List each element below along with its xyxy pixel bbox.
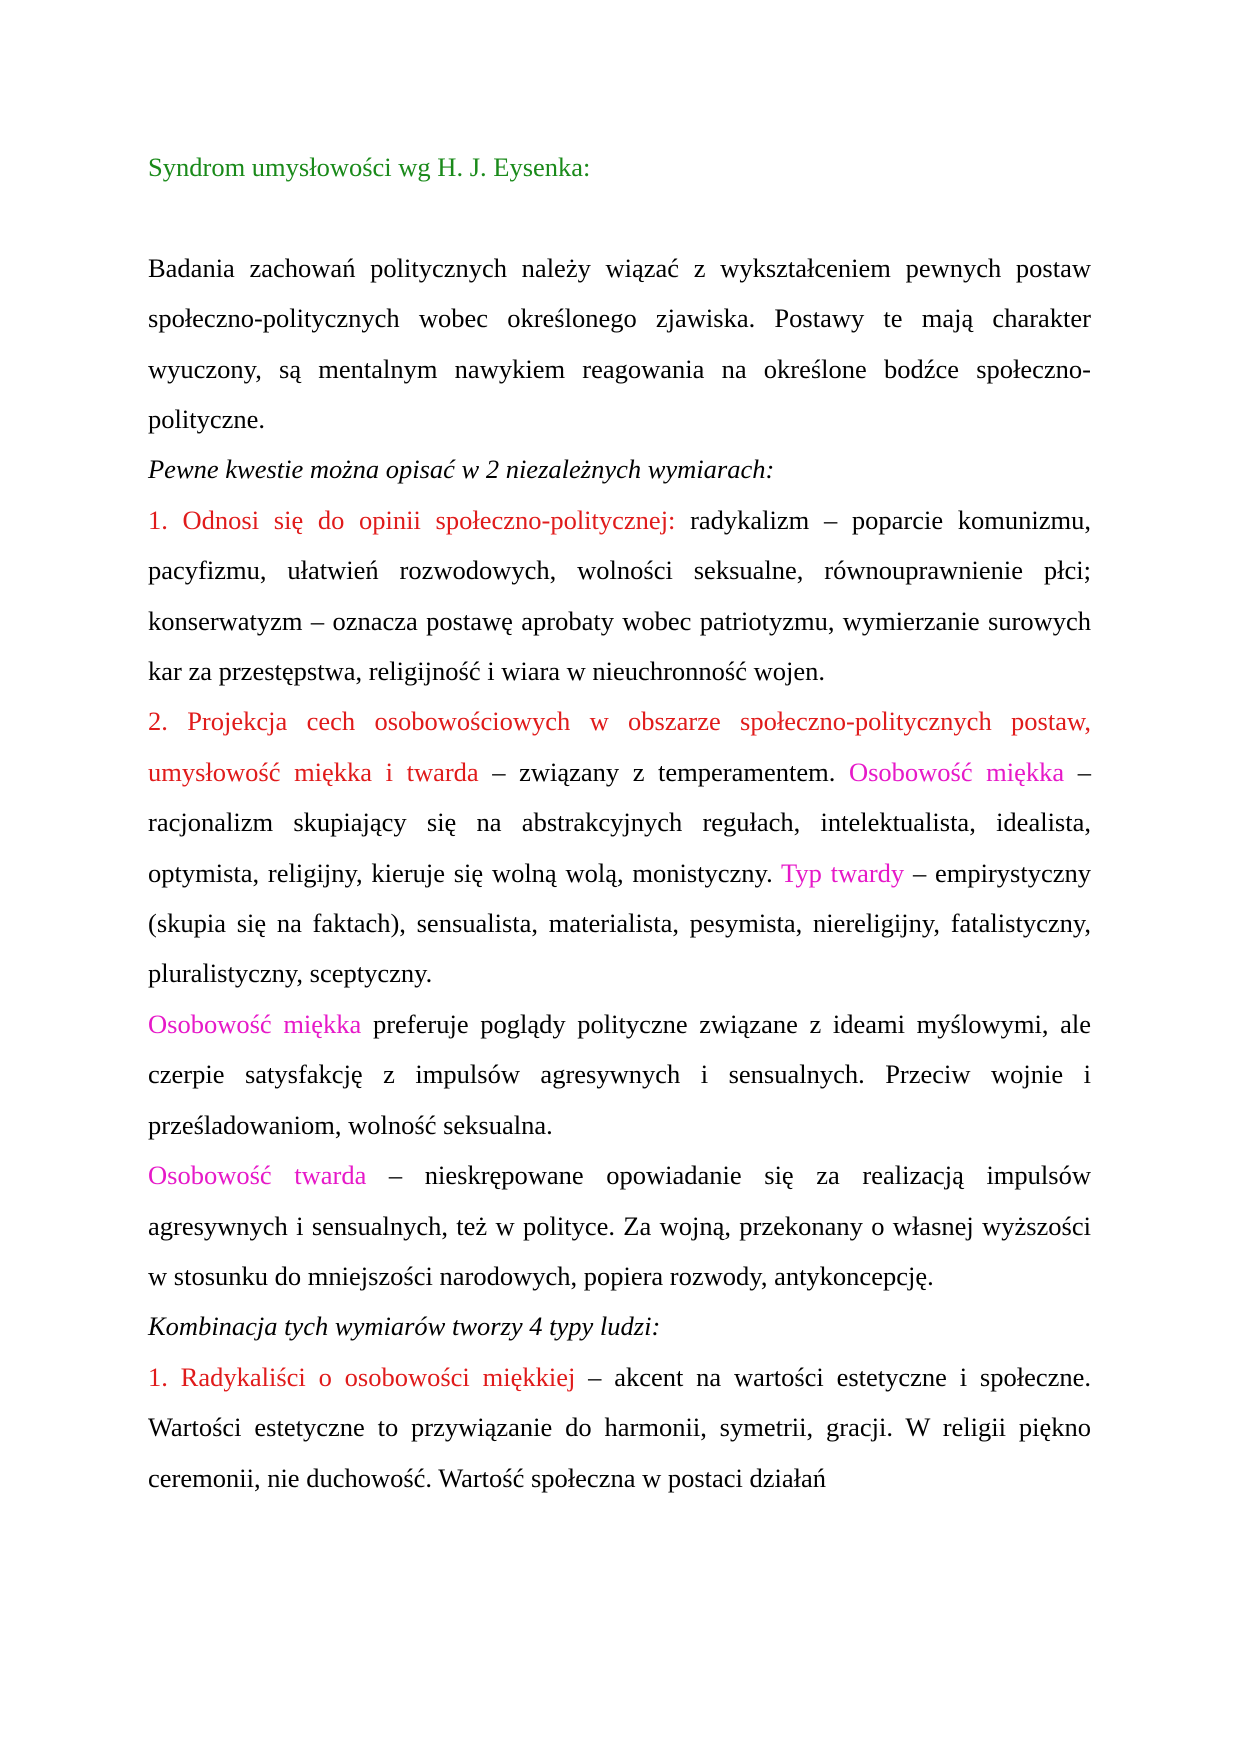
- dimension-item-1-text: radykalizm – poparcie komunizmu, pacyfizmu, ułatwień rozwodowych, wolności seksualne, równouprawnienie płci; konserwatyzm – oznacza postawę aprobaty wobec patriotyzmu, wymierzanie surowych kar za przestępstwa, religijność i wiara w nieuchronność wojen.: [148, 504, 1091, 687]
- intro-paragraph: Badania zachowań politycznych należy wiązać z wykształceniem pewnych postaw społeczno-politycznych wobec określonego zjawiska. Postawy te mają charakter wyuczony, są mentalnym nawykiem reagowania na określone bodźce społeczno-polityczne.: [148, 252, 1091, 435]
- dimension-item-2-text-3: – empirystyczny (skupia się na faktach), sensualista, materialista, pesymista, niereligijny, fatalistyczny, pluralistyczny, sceptyczny.: [148, 857, 1091, 989]
- dimension-item-2-text-2: – racjonalizm skupiający się na abstrakcyjnych regułach, intelektualista, idealista, optymista, religijny, kieruje się wolną wolą, monistyczny.: [148, 756, 1091, 888]
- dimension-item-2-label: 2. Projekcja cech osobowościowych w obszarze społeczno-politycznych postaw, umysłowość miękka i twarda: [148, 706, 1091, 787]
- document-title: Syndrom umysłowości wg H. J. Eysenka:: [148, 152, 591, 182]
- dimensions-heading: Pewne kwestie można opisać w 2 niezależnych wymiarach:: [148, 454, 775, 485]
- dimension-item-2-text-1: – związany z temperamentem.: [478, 756, 849, 787]
- hard-type-label: Typ twardy: [780, 857, 905, 888]
- dimension-item-1: [148, 495, 1091, 697]
- soft-personality-paragraph: [148, 999, 1091, 1150]
- document-body: [148, 142, 1091, 1503]
- type-item-1-text: – akcent na wartości estetyczne i społeczne. Wartości estetyczne to przywiązanie do harmonii, symetrii, gracji. W religii piękno ceremonii, nie duchowość. Wartość społeczna w postaci działań: [148, 1361, 1091, 1493]
- hard-personality-paragraph: [148, 1150, 1091, 1301]
- soft-paragraph-label: Osobowość miękka: [148, 1008, 362, 1039]
- type-item-1: [148, 1352, 1091, 1503]
- hard-paragraph-text: – nieskrępowane opowiadanie się za realizacją impulsów agresywnych i sensualnych, też w polityce. Za wojną, przekonany o własnej wyższości w stosunku do mniejszości narodowych, popiera rozwody, antykoncepcję.: [148, 1160, 1091, 1291]
- dimension-item-1-label: 1. Odnosi się do opinii społeczno-politycznej:: [148, 504, 676, 535]
- soft-personality-label: Osobowość miękka: [848, 756, 1065, 787]
- blank-line: [148, 192, 1091, 242]
- types-heading: Kombinacja tych wymiarów tworzy 4 typy ludzi:: [148, 1311, 661, 1342]
- hard-paragraph-label: Osobowość twarda: [148, 1160, 367, 1191]
- type-item-1-label: 1. Radykaliści o osobowości miękkiej: [148, 1361, 576, 1392]
- dimension-item-2: [148, 696, 1091, 998]
- soft-paragraph-text: preferuje poglądy polityczne związane z ideami myślowymi, ale czerpie satysfakcję z impulsów agresywnych i sensualnych. Przeciw wojnie i prześladowaniom, wolność seksualna.: [148, 1008, 1091, 1140]
